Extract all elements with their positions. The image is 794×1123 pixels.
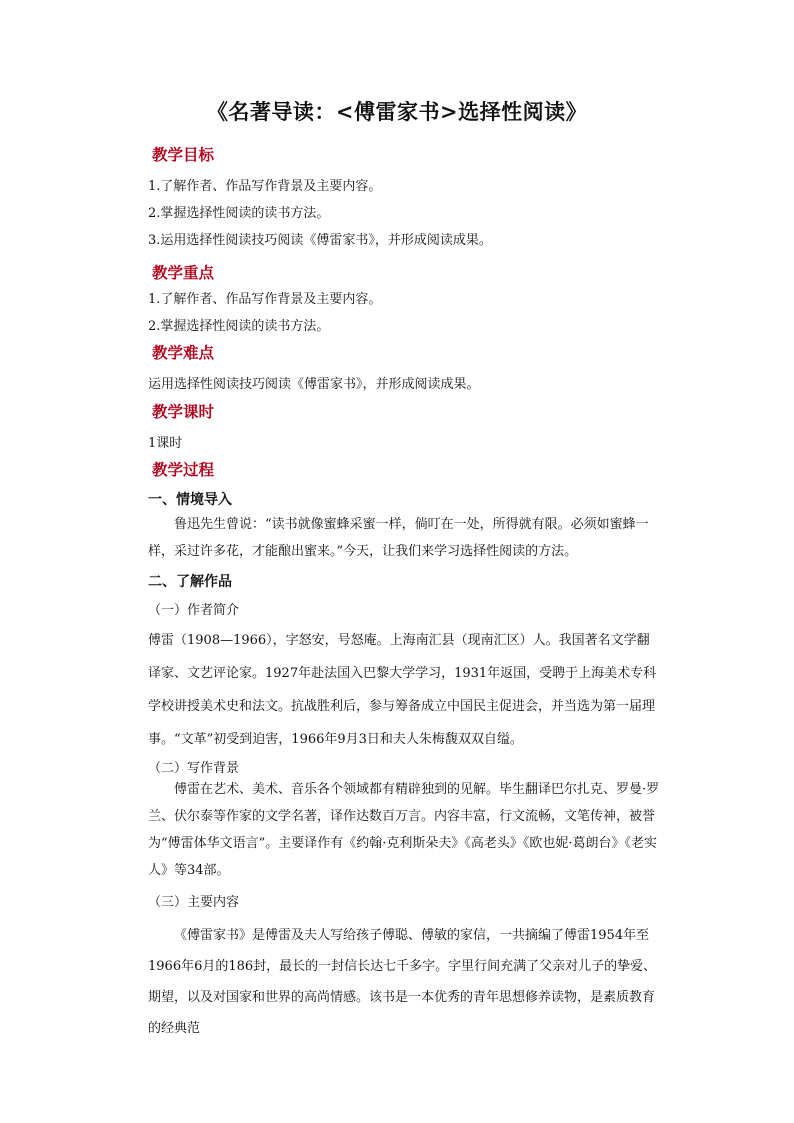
- subheading-author: （一）作者简介: [148, 603, 240, 618]
- background-paragraph: 傅雷在艺术、美术、音乐各个领域都有精辟独到的见解。毕生翻译巴尔扎克、罗曼·罗兰、伏尔泰等作家的文学名著，译作达数百万言。内容丰富，行文流畅，文笔传神，被誉为“傅雷体华文语言”。主要译作有《约翰·克利斯朵夫》《高老头》《欧也妮·葛朗台》《老实人》等34部。: [148, 782, 660, 878]
- subheading-content: （三）主要内容: [148, 895, 240, 910]
- subheading-intro: 一、情境导入: [148, 492, 232, 508]
- key-point-item: 1.了解作者、作品写作背景及主要内容。: [148, 292, 382, 307]
- hours-text: 1课时: [148, 436, 183, 451]
- author-paragraph: 傅雷（1908—1966），字怒安，号怒庵。上海南汇县（现南汇区）人。我国著名文学翻译家、文艺评论家。1927年赴法国入巴黎大学学习，1931年返国，受聘于上海美术专科学校讲授美术史和法文。抗战胜利后，参与筹备成立中国民主促进会，并当选为第一届理事。“文革”初受到迫害，1966年9月3日和夫人朱梅馥双双自缢。: [148, 633, 657, 747]
- difficulty-text: 运用选择性阅读技巧阅读《傅雷家书》，并形成阅读成果。: [148, 377, 480, 392]
- content-paragraph: 《傅雷家书》是傅雷及夫人写给孩子傅聪、傅敏的家信，一共摘编了傅雷1954年至1966年6月的186封，最长的一封信长达七千多字。字里行间充满了父亲对儿子的挚爱、期望，以及对国家和世界的高尚情感。该书是一本优秀的青年思想修养读物，是素质教育的经典范: [148, 928, 657, 1036]
- document-title: 《名著导读：<傅雷家书>选择性阅读》: [206, 99, 588, 124]
- subheading-work: 二、了解作品: [148, 574, 232, 590]
- section-heading-goals: 教学目标: [152, 145, 215, 164]
- subheading-background: （二）写作背景: [148, 761, 240, 776]
- section-heading-hours: 教学课时: [152, 402, 215, 421]
- goal-item: 1.了解作者、作品写作背景及主要内容。: [148, 179, 382, 194]
- section-heading-process: 教学过程: [152, 460, 215, 479]
- intro-paragraph: 鲁迅先生曾说：“读书就像蜜蜂采蜜一样，倘叮在一处，所得就有限。必须如蜜蜂一样，采过许多花，才能酿出蜜来。”今天，让我们来学习选择性阅读的方法。: [148, 517, 649, 559]
- key-point-item: 2.掌握选择性阅读的读书方法。: [148, 319, 330, 334]
- section-heading-difficulties: 教学难点: [152, 343, 215, 362]
- section-heading-key-points: 教学重点: [152, 263, 215, 282]
- goal-item: 3.运用选择性阅读技巧阅读《傅雷家书》，并形成阅读成果。: [148, 233, 492, 248]
- goal-item: 2.掌握选择性阅读的读书方法。: [148, 206, 330, 221]
